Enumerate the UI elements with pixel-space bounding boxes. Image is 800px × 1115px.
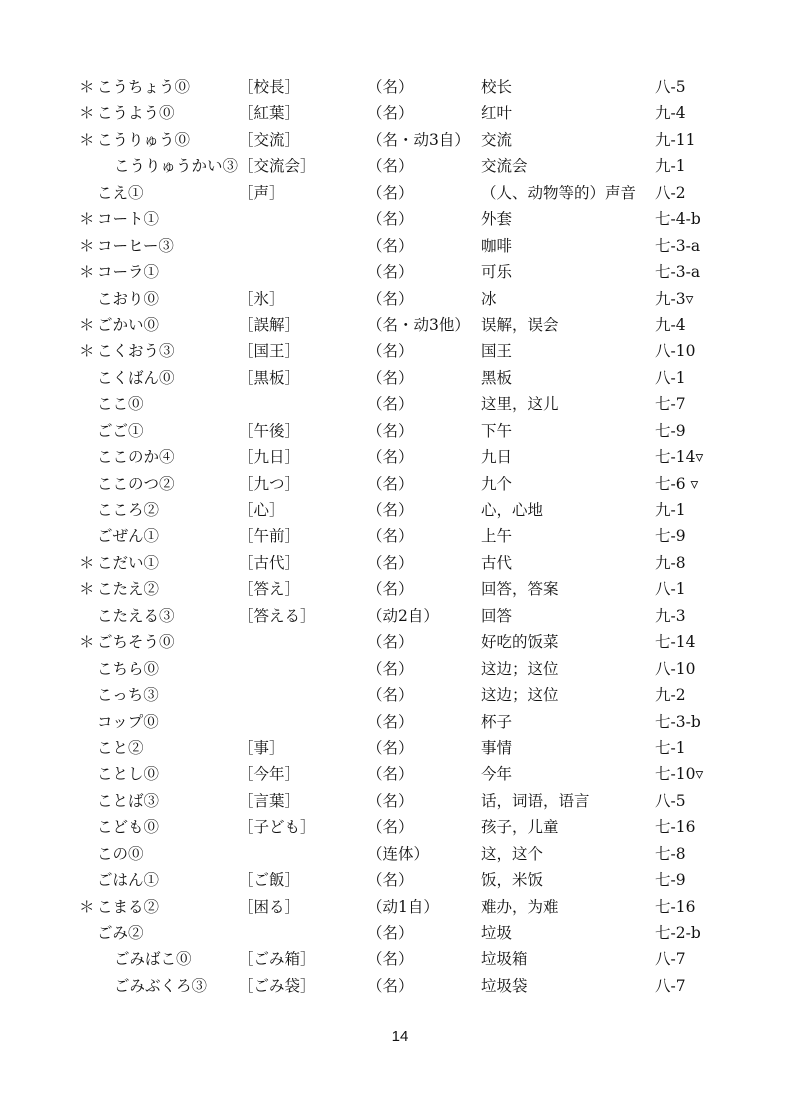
entry-part-of-speech: （动1自） (367, 897, 439, 916)
entry-reading: ごはん① (97, 871, 160, 890)
entry-kanji: ［国王］ (238, 342, 301, 361)
entry-meaning: 回答，答案 (481, 580, 559, 599)
entry-part-of-speech: （名） (367, 924, 414, 942)
vocab-entry (0, 391, 800, 417)
entry-meaning: 这，这个 (481, 844, 544, 863)
new-word-mark: ＊ (79, 210, 95, 229)
entry-lesson-ref: 七-1 (655, 738, 686, 757)
entry-part-of-speech: （名） (367, 421, 414, 440)
entry-part-of-speech: （名） (367, 580, 414, 599)
vocab-entry (0, 523, 800, 549)
entry-reading: こくおう③ (97, 342, 175, 361)
entry-part-of-speech: （名） (367, 765, 414, 784)
entry-lesson-ref: 九-1 (655, 157, 686, 176)
new-word-mark: ＊ (79, 633, 95, 652)
vocab-entry (0, 471, 800, 497)
entry-meaning: 校长 (481, 78, 513, 96)
vocab-entry (0, 206, 800, 232)
entry-lesson-ref: 七-14 (655, 633, 696, 652)
entry-lesson-ref: 七-7 (655, 395, 686, 414)
vocab-entry (0, 841, 800, 867)
entry-meaning: 这边；这位 (481, 686, 559, 705)
entry-meaning: 交流会 (481, 157, 528, 176)
entry-lesson-ref: 八-7 (655, 950, 686, 969)
vocab-entry (0, 100, 800, 126)
vocab-entry (0, 867, 800, 893)
entry-reading: ここのつ② (97, 474, 175, 493)
new-word-mark: ＊ (79, 78, 95, 96)
entry-meaning: 外套 (481, 210, 513, 229)
entry-lesson-ref: 八-7 (655, 976, 686, 995)
vocabulary-list (0, 74, 800, 999)
entry-kanji: ［氷］ (238, 289, 285, 308)
vocab-entry (0, 973, 800, 999)
entry-part-of-speech: （名・动3他） (367, 315, 470, 334)
entry-meaning: 这里，这儿 (481, 395, 559, 414)
entry-meaning: 好吃的饭菜 (481, 633, 559, 652)
new-word-mark: ＊ (79, 236, 95, 255)
vocab-entry (0, 74, 800, 100)
entry-part-of-speech: （名） (367, 474, 414, 493)
entry-reading: こくばん⓪ (97, 368, 175, 387)
entry-reading: こたえる③ (97, 606, 175, 625)
entry-kanji: ［ご飯］ (238, 871, 301, 890)
entry-reading: コーヒー③ (97, 236, 174, 255)
entry-lesson-ref: 七-4-b (655, 210, 701, 229)
entry-reading: コップ⓪ (97, 712, 159, 731)
entry-kanji: ［答える］ (238, 606, 316, 625)
entry-kanji: ［九つ］ (238, 474, 301, 493)
entry-meaning: 回答 (481, 606, 513, 625)
vocab-entry (0, 444, 800, 470)
entry-lesson-ref: 七-8 (655, 844, 686, 863)
entry-lesson-ref: 七-3-a (655, 236, 701, 255)
new-word-mark: ＊ (79, 342, 95, 361)
entry-kanji: ［ごみ箱］ (238, 950, 316, 969)
entry-lesson-ref: 七-2-b (655, 924, 701, 942)
entry-lesson-ref: 九-3 (655, 606, 686, 625)
vocab-entry (0, 814, 800, 840)
vocab-entry (0, 338, 800, 364)
entry-meaning: 这边；这位 (481, 659, 559, 678)
vocab-entry (0, 180, 800, 206)
new-word-mark: ＊ (79, 897, 95, 916)
vocab-entry (0, 761, 800, 787)
vocab-entry (0, 127, 800, 153)
entry-reading: この⓪ (97, 844, 144, 863)
entry-reading: こども⓪ (97, 818, 160, 837)
entry-lesson-ref: 九-8 (655, 553, 686, 572)
entry-lesson-ref: 九-11 (655, 130, 696, 149)
new-word-mark: ＊ (79, 553, 95, 572)
entry-part-of-speech: （名） (367, 501, 414, 519)
entry-reading: ごちそう⓪ (97, 633, 175, 652)
entry-meaning: 上午 (481, 527, 513, 546)
entry-meaning: 下午 (481, 421, 513, 440)
new-word-mark: ＊ (79, 580, 95, 599)
entry-reading: コーラ① (97, 263, 160, 282)
vocab-entry (0, 788, 800, 814)
entry-part-of-speech: （名） (367, 448, 414, 467)
entry-reading: こだい① (97, 553, 160, 572)
vocab-entry (0, 286, 800, 312)
entry-reading: ごみばこ⓪ (114, 950, 192, 969)
entry-reading: こうりゅうかい③ (114, 157, 239, 176)
entry-part-of-speech: （名） (367, 686, 414, 705)
entry-lesson-ref: 九-2 (655, 686, 686, 705)
entry-reading: こうよう⓪ (97, 104, 175, 123)
entry-meaning: 国王 (481, 342, 513, 361)
new-word-mark: ＊ (79, 130, 95, 149)
entry-meaning: 饭，米饭 (481, 871, 544, 890)
entry-meaning: 黑板 (481, 368, 513, 387)
entry-reading: ごみ② (97, 924, 144, 942)
entry-lesson-ref: 七-3-b (655, 712, 701, 731)
entry-kanji: ［子ども］ (238, 818, 316, 837)
entry-lesson-ref: 九-3▿ (655, 289, 694, 308)
entry-kanji: ［心］ (238, 501, 285, 519)
entry-kanji: ［午後］ (238, 421, 301, 440)
entry-lesson-ref: 七-10▿ (655, 765, 704, 784)
entry-lesson-ref: 七-14▿ (655, 448, 704, 467)
entry-kanji: ［黒板］ (238, 368, 301, 387)
entry-kanji: ［交流］ (238, 130, 301, 149)
entry-kanji: ［紅葉］ (238, 104, 301, 123)
entry-reading: ことし⓪ (97, 765, 160, 784)
entry-kanji: ［答え］ (238, 580, 301, 599)
entry-part-of-speech: （名） (367, 104, 414, 123)
entry-meaning: 事情 (481, 738, 513, 757)
entry-lesson-ref: 八-2 (655, 183, 686, 202)
entry-lesson-ref: 八-10 (655, 342, 696, 361)
vocab-entry (0, 656, 800, 682)
entry-kanji: ［校長］ (238, 78, 301, 96)
new-word-mark: ＊ (79, 315, 95, 334)
entry-reading: こころ② (97, 501, 160, 519)
entry-lesson-ref: 八-5 (655, 78, 686, 96)
entry-lesson-ref: 七-9 (655, 421, 686, 440)
entry-reading: ごご① (97, 421, 144, 440)
entry-part-of-speech: （名） (367, 527, 414, 546)
entry-reading: ことば③ (97, 791, 160, 810)
entry-kanji: ［交流会］ (238, 157, 316, 176)
entry-part-of-speech: （动2自） (367, 606, 439, 625)
entry-part-of-speech: （名） (367, 950, 414, 969)
entry-lesson-ref: 七-3-a (655, 263, 701, 282)
entry-lesson-ref: 八-1 (655, 580, 686, 599)
entry-reading: ごかい⓪ (97, 315, 160, 334)
entry-meaning: 心，心地 (481, 501, 544, 519)
entry-reading: コート① (97, 210, 160, 229)
entry-kanji: ［今年］ (238, 765, 301, 784)
entry-meaning: 杯子 (481, 712, 513, 731)
entry-lesson-ref: 八-5 (655, 791, 686, 810)
entry-part-of-speech: （名） (367, 976, 414, 995)
entry-reading: こちら⓪ (97, 659, 160, 678)
vocab-entry (0, 709, 800, 735)
entry-meaning: 难办，为难 (481, 897, 559, 916)
entry-part-of-speech: （名） (367, 659, 414, 678)
entry-reading: こおり⓪ (97, 289, 160, 308)
entry-meaning: 咖啡 (481, 236, 513, 255)
entry-part-of-speech: （名） (367, 395, 414, 414)
vocab-entry (0, 497, 800, 523)
vocab-entry (0, 735, 800, 761)
vocab-entry (0, 259, 800, 285)
entry-kanji: ［ごみ袋］ (238, 976, 316, 995)
entry-part-of-speech: （名） (367, 738, 414, 757)
entry-part-of-speech: （名） (367, 871, 414, 890)
entry-meaning: 交流 (481, 130, 513, 149)
entry-kanji: ［古代］ (238, 553, 301, 572)
entry-kanji: ［九日］ (238, 448, 301, 467)
entry-part-of-speech: （连体） (367, 844, 430, 863)
vocab-entry (0, 418, 800, 444)
entry-reading: こうりゅう⓪ (97, 130, 191, 149)
entry-meaning: 孩子，儿童 (481, 818, 559, 837)
entry-part-of-speech: （名） (367, 210, 414, 229)
vocab-entry (0, 576, 800, 602)
vocab-entry (0, 603, 800, 629)
new-word-mark: ＊ (79, 104, 95, 123)
entry-part-of-speech: （名） (367, 78, 414, 96)
entry-meaning: 垃圾箱 (481, 950, 528, 969)
vocab-entry (0, 153, 800, 179)
entry-reading: ごみぶくろ③ (114, 976, 208, 995)
entry-part-of-speech: （名） (367, 633, 414, 652)
entry-reading: こたえ② (97, 580, 160, 599)
entry-meaning: 九个 (481, 474, 513, 493)
entry-meaning: 古代 (481, 553, 513, 572)
entry-meaning: （人、动物等的）声音 (481, 183, 637, 202)
entry-part-of-speech: （名） (367, 289, 414, 308)
entry-reading: ここ⓪ (97, 395, 144, 414)
entry-meaning: 垃圾 (481, 924, 513, 942)
entry-part-of-speech: （名） (367, 553, 414, 572)
entry-meaning: 垃圾袋 (481, 976, 528, 995)
entry-meaning: 可乐 (481, 263, 513, 282)
vocab-entry (0, 682, 800, 708)
entry-lesson-ref: 七-16 (655, 897, 696, 916)
entry-lesson-ref: 七-16 (655, 818, 696, 837)
entry-kanji: ［事］ (238, 738, 285, 757)
page-number: 14 (391, 1028, 409, 1045)
entry-kanji: ［午前］ (238, 527, 301, 546)
vocab-entry (0, 629, 800, 655)
entry-lesson-ref: 八-1 (655, 368, 686, 387)
entry-part-of-speech: （名） (367, 342, 414, 361)
entry-meaning: 红叶 (481, 104, 513, 123)
vocab-entry (0, 946, 800, 972)
entry-kanji: ［誤解］ (238, 315, 301, 334)
entry-lesson-ref: 九-4 (655, 315, 686, 334)
entry-kanji: ［言葉］ (238, 791, 301, 810)
entry-lesson-ref: 七-9 (655, 527, 686, 546)
entry-lesson-ref: 七-6 ▿ (655, 474, 699, 493)
vocab-entry (0, 894, 800, 920)
entry-lesson-ref: 九-1 (655, 501, 686, 519)
entry-lesson-ref: 八-10 (655, 659, 696, 678)
vocab-entry (0, 550, 800, 576)
vocab-entry (0, 365, 800, 391)
entry-part-of-speech: （名） (367, 368, 414, 387)
entry-meaning: 冰 (481, 289, 497, 308)
entry-reading: こまる② (97, 897, 160, 916)
vocab-entry (0, 920, 800, 946)
entry-kanji: ［困る］ (238, 897, 301, 916)
entry-reading: こと② (97, 738, 144, 757)
entry-lesson-ref: 九-4 (655, 104, 686, 123)
entry-part-of-speech: （名） (367, 157, 414, 176)
entry-meaning: 九日 (481, 448, 513, 467)
entry-part-of-speech: （名） (367, 263, 414, 282)
entry-part-of-speech: （名） (367, 818, 414, 837)
vocab-entry (0, 312, 800, 338)
entry-meaning: 话，词语，语言 (481, 791, 590, 810)
entry-reading: こえ① (97, 183, 144, 202)
entry-part-of-speech: （名） (367, 236, 414, 255)
entry-reading: こうちょう⓪ (97, 78, 191, 96)
entry-reading: こっち③ (97, 686, 159, 705)
entry-reading: ごぜん① (97, 527, 160, 546)
entry-part-of-speech: （名） (367, 712, 414, 731)
new-word-mark: ＊ (79, 263, 95, 282)
entry-kanji: ［声］ (238, 183, 285, 202)
entry-lesson-ref: 七-9 (655, 871, 686, 890)
vocab-entry (0, 233, 800, 259)
entry-part-of-speech: （名・动3自） (367, 130, 470, 149)
entry-part-of-speech: （名） (367, 183, 414, 202)
entry-meaning: 误解，误会 (481, 315, 559, 334)
entry-part-of-speech: （名） (367, 791, 414, 810)
entry-reading: ここのか④ (97, 448, 175, 467)
entry-meaning: 今年 (481, 765, 513, 784)
